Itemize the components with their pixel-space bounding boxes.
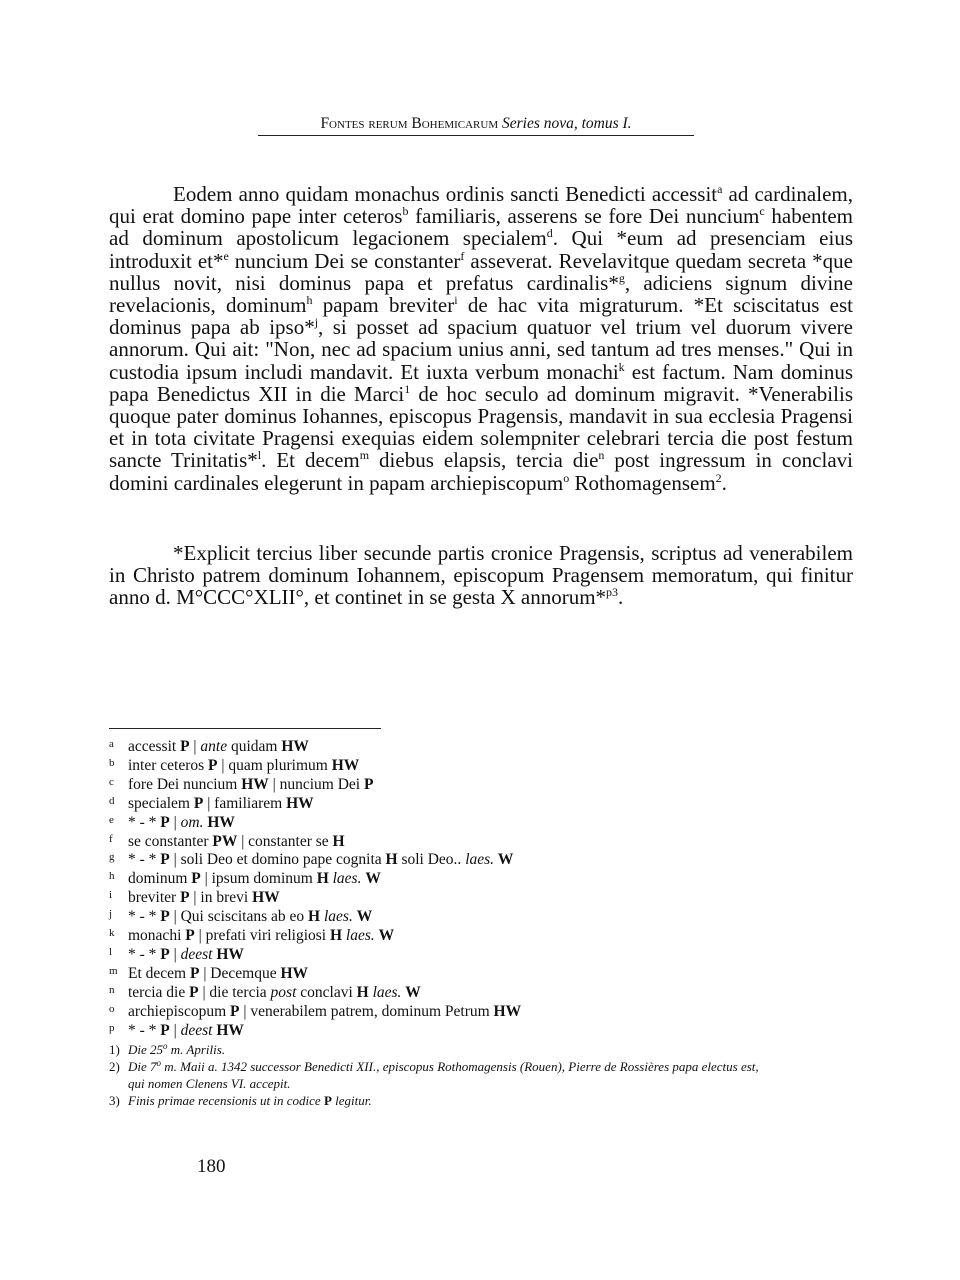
variant-text: | <box>169 945 181 963</box>
manuscript-siglum: HW <box>286 794 314 812</box>
manuscript-siglum: HW <box>241 775 269 793</box>
footnote <box>109 1059 849 1092</box>
running-header <box>258 114 694 136</box>
footnote-text: legitur. <box>331 1093 372 1108</box>
variant-text: | venerabilem patrem, dominum Petrum <box>239 1002 494 1020</box>
manuscript-siglum: P <box>189 983 199 1001</box>
variant-text: | <box>169 813 181 831</box>
manuscript-siglum: P <box>193 794 204 812</box>
siglum-marker: 2 <box>715 470 722 485</box>
ordinal-marker: o <box>163 1040 168 1051</box>
footnote-text: m. Aprilis. <box>167 1041 226 1057</box>
siglum-marker: i <box>454 293 458 308</box>
manuscript-siglum: HW <box>216 945 244 963</box>
apparatus-mark: k <box>109 927 115 940</box>
series-volume: Series nova, tomus I. <box>501 115 632 132</box>
apparatus-note <box>109 965 849 984</box>
variant-text: | familiarem <box>203 794 287 812</box>
siglum-marker: n <box>598 448 605 463</box>
manuscript-siglum: H <box>308 908 321 926</box>
manuscript-siglum: HW <box>331 756 360 774</box>
apparatus-mark: d <box>109 794 115 807</box>
siglum-marker: g <box>618 270 625 285</box>
text-run: diebus elapsis, tercia die <box>369 448 599 473</box>
siglum-marker: f <box>460 248 465 263</box>
apparatus-mark: b <box>109 756 115 769</box>
series-title: Fontes rerum Bohemicarum <box>320 115 499 132</box>
variant-text: breviter <box>128 889 181 907</box>
apparatus-note <box>109 738 849 757</box>
manuscript-siglum: W <box>356 908 373 926</box>
editorial-term: laes. <box>332 870 362 888</box>
variant-text: | <box>169 1021 181 1039</box>
manuscript-siglum: P <box>160 851 170 869</box>
text-run: . <box>618 585 624 610</box>
footnote-divider <box>109 728 381 729</box>
editorial-term: deest <box>180 1021 213 1039</box>
manuscript-siglum: P <box>230 1002 240 1020</box>
variant-text: Et decem <box>128 964 190 982</box>
text-run: de hoc seculo ad dominum migravit. *Venerabilis quoque pater dominus Iohannes, episcopus Pragensis, mandavit in sua ecclesia Pragensi et in tota civitate Pragensi exequias eidem solempniter celebrari tercia die post festum sancte Trinitatis* <box>109 381 853 473</box>
manuscript-siglum: W <box>378 927 395 945</box>
footnote-text: Finis primae recensionis ut in codice <box>128 1093 324 1108</box>
variant-text: | ipsum dominum <box>200 870 317 888</box>
variant-text: * - * <box>128 945 161 963</box>
manuscript-siglum: P <box>160 908 170 926</box>
main-paragraph-1 <box>109 183 853 494</box>
manuscript-siglum: P <box>364 775 374 793</box>
manuscript-siglum: PW <box>212 832 238 850</box>
text-run: *Explicit tercius liber secunde partis cronice Pragensis, scriptus ad venerabilem in Christo patrem dominum Iohannem, episcopum Pragensem memoratum, qui finitur anno d. M°CCC°XLII°, et continet in se gesta X annorum* <box>109 541 853 610</box>
siglum-marker: p <box>606 585 613 600</box>
apparatus-mark: i <box>109 889 113 902</box>
text-run: , si posset ad spacium quatuor vel trium vel duorum vivere annorum. Qui ait: "Non, nec ad spacium unius anni, sed tantum ad tres menses." Qui in custodia ipsum includi mandavit. Et iuxta verbum monachi <box>109 315 853 384</box>
apparatus-note <box>109 776 849 795</box>
siglum-marker: h <box>306 293 313 308</box>
siglum-marker: 1 <box>404 381 411 396</box>
text-run: ad cardinalem, qui erat domino pape inter ceteros <box>109 182 853 229</box>
editorial-term: laes. <box>372 983 402 1001</box>
editorial-term: laes. <box>323 908 353 926</box>
text-run: nuncium Dei se constanter <box>228 248 461 273</box>
variant-text: soli Deo.. <box>397 851 466 869</box>
manuscript-siglum: HW <box>281 738 309 755</box>
text-run: est factum. Nam dominus papa Benedictus XII in die Marci <box>109 359 854 406</box>
manuscript-siglum: P <box>160 1021 170 1039</box>
variant-text: | Decemque <box>199 964 281 982</box>
siglum-marker: c <box>759 204 765 219</box>
variant-text: * - * <box>128 851 161 869</box>
apparatus-note <box>109 984 849 1003</box>
siglum-marker: 3 <box>612 585 619 600</box>
siglum-marker: j <box>314 315 319 330</box>
siglum-marker: b <box>402 204 409 219</box>
manuscript-siglum: H <box>356 983 369 1001</box>
text-run: Rothomagensem <box>569 470 716 495</box>
manuscript-siglum: HW <box>493 1002 522 1020</box>
siglum-marker: k <box>618 359 625 374</box>
apparatus-note <box>109 851 849 870</box>
editorial-term: om. <box>180 813 204 831</box>
variant-text: tercia die <box>128 983 190 1001</box>
variant-list <box>109 738 849 1041</box>
apparatus-mark: p <box>109 1021 115 1034</box>
variant-text: | Qui sciscitans ab eo <box>169 908 309 926</box>
footnote-number: 3) <box>109 1093 120 1108</box>
manuscript-siglum: HW <box>280 964 309 982</box>
apparatus-note <box>109 1022 849 1041</box>
editorial-term: post <box>270 983 297 1001</box>
variant-text: quidam <box>227 738 282 755</box>
variant-text: monachi <box>128 927 186 945</box>
apparatus-mark: j <box>109 908 113 921</box>
apparatus-note <box>109 1003 849 1022</box>
editorial-term: deest <box>180 945 213 963</box>
manuscript-siglum: P <box>191 870 201 888</box>
footnote-line <box>128 1076 849 1093</box>
apparatus-mark: f <box>109 832 113 845</box>
footnote-line <box>128 1042 849 1059</box>
footnote-line <box>128 1093 849 1110</box>
manuscript-siglum: H <box>332 832 345 850</box>
apparatus-note <box>109 908 849 927</box>
siglum-marker: e <box>223 248 229 263</box>
variant-text: | prefati viri religiosi <box>194 927 330 945</box>
ordinal-marker: o <box>156 1058 162 1068</box>
variant-text: fore Dei nuncium <box>128 775 242 793</box>
text-run: post ingressum in conclavi domini cardinales elegerunt in papam archiepiscopum <box>109 448 853 495</box>
variant-text: * - * <box>128 813 161 831</box>
manuscript-siglum: H <box>385 851 398 869</box>
apparatus-note <box>109 927 849 946</box>
text-run: . Et decem <box>261 448 360 473</box>
siglum-marker: l <box>257 448 262 463</box>
footnote <box>109 1093 849 1110</box>
editorial-term: laes. <box>345 927 375 945</box>
manuscript-siglum: HW <box>252 889 280 907</box>
variant-text: | die tercia <box>198 983 271 1001</box>
manuscript-siglum: W <box>365 870 381 888</box>
editorial-term: laes. <box>465 851 495 869</box>
variant-text: * - * <box>128 1021 161 1039</box>
text-run: . <box>721 470 727 495</box>
text-run: , adiciens signum divine revelacionis, dominum <box>109 270 853 318</box>
footnote-line <box>128 1059 849 1076</box>
critical-apparatus <box>109 738 849 1110</box>
footnote-text: Die 7 <box>128 1059 157 1074</box>
manuscript-siglum: H <box>329 927 343 945</box>
apparatus-note <box>109 946 849 965</box>
text-run: habentem ad dominum apostolicum legacionem specialem <box>109 204 853 251</box>
manuscript-siglum: W <box>405 983 421 1001</box>
manuscript-siglum: HW <box>216 1021 244 1039</box>
variant-text: se constanter <box>128 832 213 850</box>
variant-text: archiepiscopum <box>128 1002 231 1020</box>
manuscript-siglum: P <box>160 813 170 831</box>
apparatus-mark: a <box>109 738 114 750</box>
manuscript-siglum: P <box>185 927 195 945</box>
variant-text: | <box>189 738 201 755</box>
page-number: 180 <box>197 1156 226 1177</box>
main-paragraph-2 <box>109 542 853 609</box>
variant-text: inter ceteros <box>128 756 209 774</box>
manuscript-siglum: P <box>160 945 170 963</box>
variant-text: conclavi <box>296 983 357 1001</box>
variant-text: | nuncium Dei <box>268 775 364 793</box>
footnote-text: Die 25 <box>128 1041 164 1057</box>
apparatus-note <box>109 870 849 889</box>
manuscript-siglum: H <box>316 870 329 888</box>
apparatus-note <box>109 833 849 852</box>
apparatus-note <box>109 889 849 908</box>
variant-text: | soli Deo et domino pape cognita <box>169 851 386 869</box>
apparatus-note <box>109 814 849 833</box>
text-run: de hac vita migraturum. *Et sciscitatus est dominus papa ab ipso* <box>109 293 853 340</box>
text-run: papam breviter <box>312 293 455 318</box>
manuscript-siglum: P <box>180 889 190 907</box>
manuscript-siglum: P <box>208 756 218 774</box>
variant-text: dominum <box>128 870 192 888</box>
variant-text: accessit <box>128 738 181 755</box>
apparatus-mark: e <box>109 813 114 826</box>
manuscript-siglum: P <box>189 964 200 982</box>
footnote-text: qui nomen Clenens VI. accepit. <box>128 1075 291 1091</box>
historical-footnotes <box>109 1042 849 1110</box>
footnote-number: 1) <box>109 1041 120 1057</box>
variant-text: * - * <box>128 908 161 926</box>
text-run: . Qui *eum ad presenciam eius introduxit et* <box>109 226 853 273</box>
variant-text: | in brevi <box>189 889 253 907</box>
apparatus-mark: h <box>109 870 115 883</box>
siglum-marker: m <box>359 448 370 463</box>
apparatus-mark: c <box>109 775 114 788</box>
text-run: asseverat. Revelavitque quedam secreta *que nullus novit, nisi dominus papa et prefatus cardinalis* <box>109 248 853 295</box>
manuscript-siglum: P <box>323 1093 332 1108</box>
editorial-term: ante <box>200 738 228 755</box>
footnote <box>109 1042 849 1059</box>
manuscript-siglum: P <box>180 738 190 755</box>
apparatus-note <box>109 795 849 814</box>
footnote-number: 2) <box>109 1059 120 1074</box>
apparatus-mark: n <box>109 983 115 996</box>
manuscript-siglum: W <box>497 851 514 869</box>
siglum-marker: d <box>546 226 553 241</box>
text-run: Eodem anno quidam monachus ordinis sancti Benedicti accessit <box>173 182 718 206</box>
apparatus-note <box>109 757 849 776</box>
manuscript-siglum: HW <box>207 813 235 831</box>
siglum-marker: o <box>563 470 570 485</box>
apparatus-mark: m <box>109 964 118 977</box>
siglum-marker: a <box>717 182 723 196</box>
footnote-text: m. Maii a. 1342 successor Benedicti XII., episcopus Rothomagensis (Rouen), Pierre de Rossières papa electus est, <box>161 1059 759 1074</box>
variant-text: | quam plurimum <box>217 756 332 774</box>
variant-text: specialem <box>128 794 194 812</box>
apparatus-mark: l <box>109 945 113 958</box>
variant-text: | constanter se <box>237 832 333 850</box>
text-run: familiaris, asserens se fore Dei nuncium <box>408 204 760 229</box>
apparatus-mark: o <box>109 1002 115 1015</box>
apparatus-mark: g <box>109 851 115 864</box>
